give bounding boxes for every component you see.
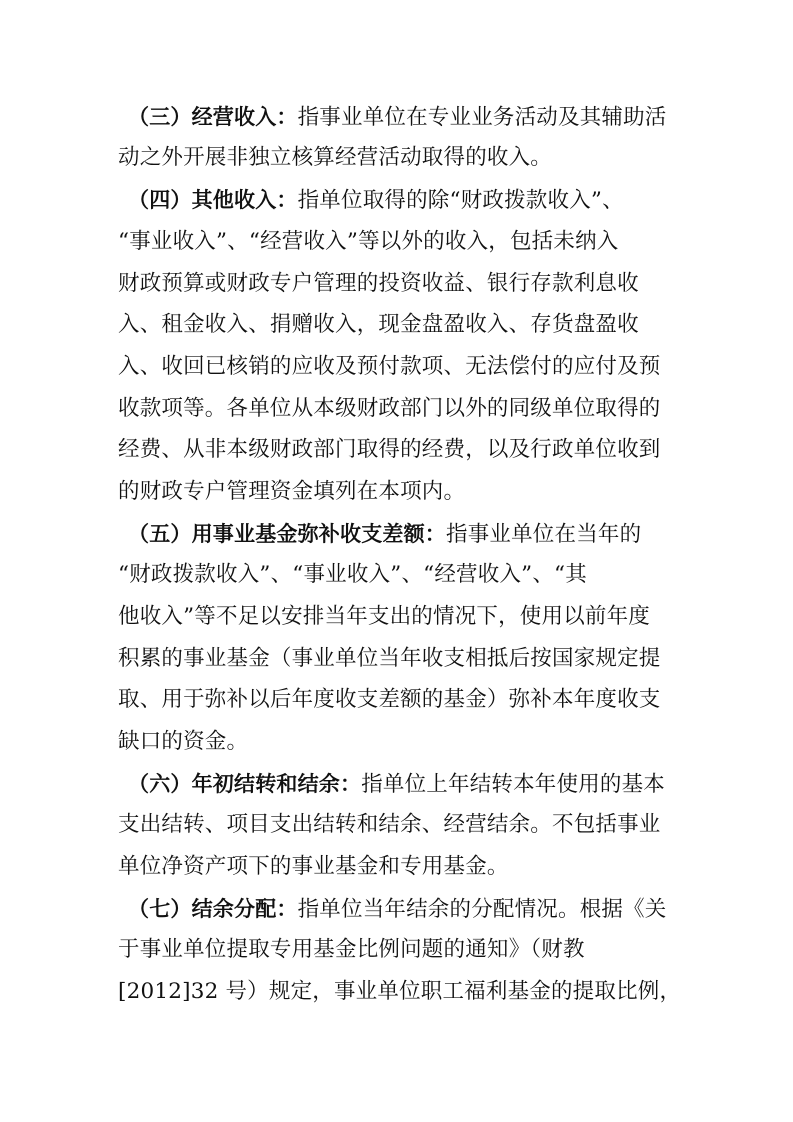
paragraph-line: 入、收回已核销的应收及预付款项、无法偿付的应付及预 <box>118 354 661 379</box>
section-heading: （七）结余分配： <box>128 897 298 921</box>
paragraph-text: 指单位取得的除“财政拨款收入”、 <box>297 188 624 213</box>
section-heading: （五）用事业基金弥补收支差额： <box>128 522 446 546</box>
paragraph-line: [2012]32 号）规定，事业单位职工福利基金的提取比例， <box>118 979 682 1004</box>
paragraph-line: 积累的事业基金（事业单位当年收支相抵后按国家规定提 <box>118 646 661 671</box>
paragraph-line: 财政预算或财政专户管理的投资收益、银行存款利息收 <box>118 271 639 296</box>
paragraph-line <box>128 102 688 132</box>
paragraph-text: 指单位上年结转本年使用的基本 <box>361 772 666 797</box>
section-heading: （三）经营收入： <box>128 105 298 129</box>
paragraph-text: 指单位当年结余的分配情况。根据《关 <box>297 897 667 922</box>
paragraph-line: 动之外开展非独立核算经营活动取得的收入。 <box>118 145 553 170</box>
paragraph-line <box>128 769 688 799</box>
paragraph-line: “财政拨款收入”、“事业收入”、“经营收入”、“其 <box>118 562 587 587</box>
paragraph-line <box>128 519 688 549</box>
paragraph-line: 支出结转、项目支出结转和结余、经营结余。不包括事业 <box>118 812 661 837</box>
paragraph-line <box>128 894 688 924</box>
paragraph-line: 他收入”等不足以安排当年支出的情况下，使用以前年度 <box>118 604 650 629</box>
paragraph-line: “事业收入”、“经营收入”等以外的收入，包括未纳入 <box>118 229 619 254</box>
paragraph-line <box>128 185 688 215</box>
paragraph-line: 入、租金收入、捐赠收入，现金盘盈收入、存货盘盈收 <box>118 312 639 337</box>
paragraph-line: 经费、从非本级财政部门取得的经费，以及行政单位收到 <box>118 437 661 462</box>
paragraph-text: 指事业单位在当年的 <box>446 522 642 547</box>
section-heading: （六）年初结转和结余： <box>128 772 362 796</box>
paragraph-line: 的财政专户管理资金填列在本项内。 <box>118 479 466 504</box>
paragraph-line: 取、用于弥补以后年度收支差额的基金）弥补本年度收支 <box>118 687 661 712</box>
paragraph-line: 收款项等。各单位从本级财政部门以外的同级单位取得的 <box>118 396 661 421</box>
paragraph-line: 于事业单位提取专用基金比例问题的通知》（财教 <box>118 937 585 962</box>
paragraph-line: 缺口的资金。 <box>118 729 249 754</box>
paragraph-line: 单位净资产项下的事业基金和专用基金。 <box>118 854 509 879</box>
paragraph-text: 指事业单位在专业业务活动及其辅助活 <box>297 105 667 130</box>
section-heading: （四）其他收入： <box>128 188 298 212</box>
